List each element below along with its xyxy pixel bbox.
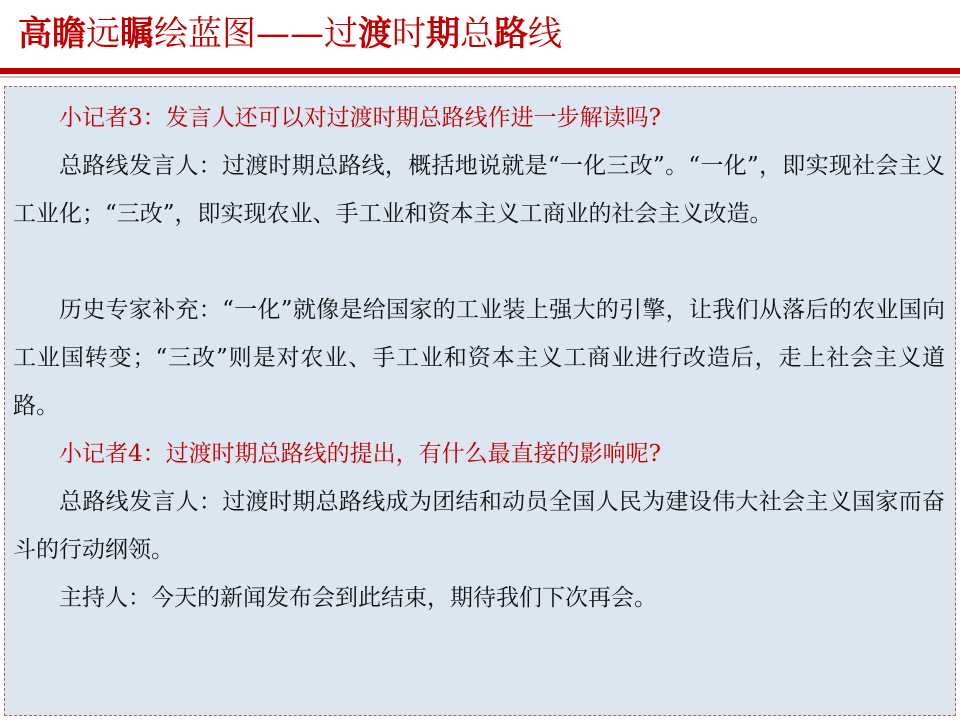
answer-paragraph: 总路线发言人：过渡时期总路线，概括地说就是“一化三改”。“一化”，即实现社会主义工业化；“三改”，即实现农业、手工业和资本主义工商业的社会主义改造。 bbox=[13, 153, 945, 227]
answer-paragraph: 总路线发言人：过渡时期总路线成为团结和动员全国人民为建设伟大社会主义国家而奋斗的行动纲领。 bbox=[13, 489, 945, 563]
title-part: 期 bbox=[426, 14, 460, 54]
title-part: 线 bbox=[528, 14, 562, 54]
question-paragraph: 小记者4：过渡时期总路线的提出，有什么最直接的影响呢? bbox=[59, 441, 661, 467]
slide-title bbox=[18, 14, 562, 54]
question-paragraph: 小记者3：发言人还可以对过渡时期总路线作进一步解读吗? bbox=[59, 105, 661, 131]
content-panel bbox=[4, 86, 956, 716]
title-part: 时 bbox=[392, 14, 426, 54]
title-part: 绘蓝图——过 bbox=[154, 14, 358, 54]
title-part: 高瞻 bbox=[18, 14, 86, 54]
title-part: 路 bbox=[494, 14, 528, 54]
title-part: 瞩 bbox=[120, 14, 154, 54]
answer-paragraph: 主持人：今天的新闻发布会到此结束，期待我们下次再会。 bbox=[59, 585, 657, 611]
answer-paragraph: 历史专家补充：“一化”就像是给国家的工业装上强大的引擎，让我们从落后的农业国向工业国转变；“三改”则是对农业、手工业和资本主义工商业进行改造后，走上社会主义道路。 bbox=[13, 297, 945, 419]
slide-header bbox=[0, 0, 960, 68]
title-part: 总 bbox=[460, 14, 494, 54]
header-divider-thin bbox=[0, 76, 960, 78]
title-part: 远 bbox=[86, 14, 120, 54]
title-part: 渡 bbox=[358, 14, 392, 54]
header-divider-thick bbox=[0, 68, 960, 74]
